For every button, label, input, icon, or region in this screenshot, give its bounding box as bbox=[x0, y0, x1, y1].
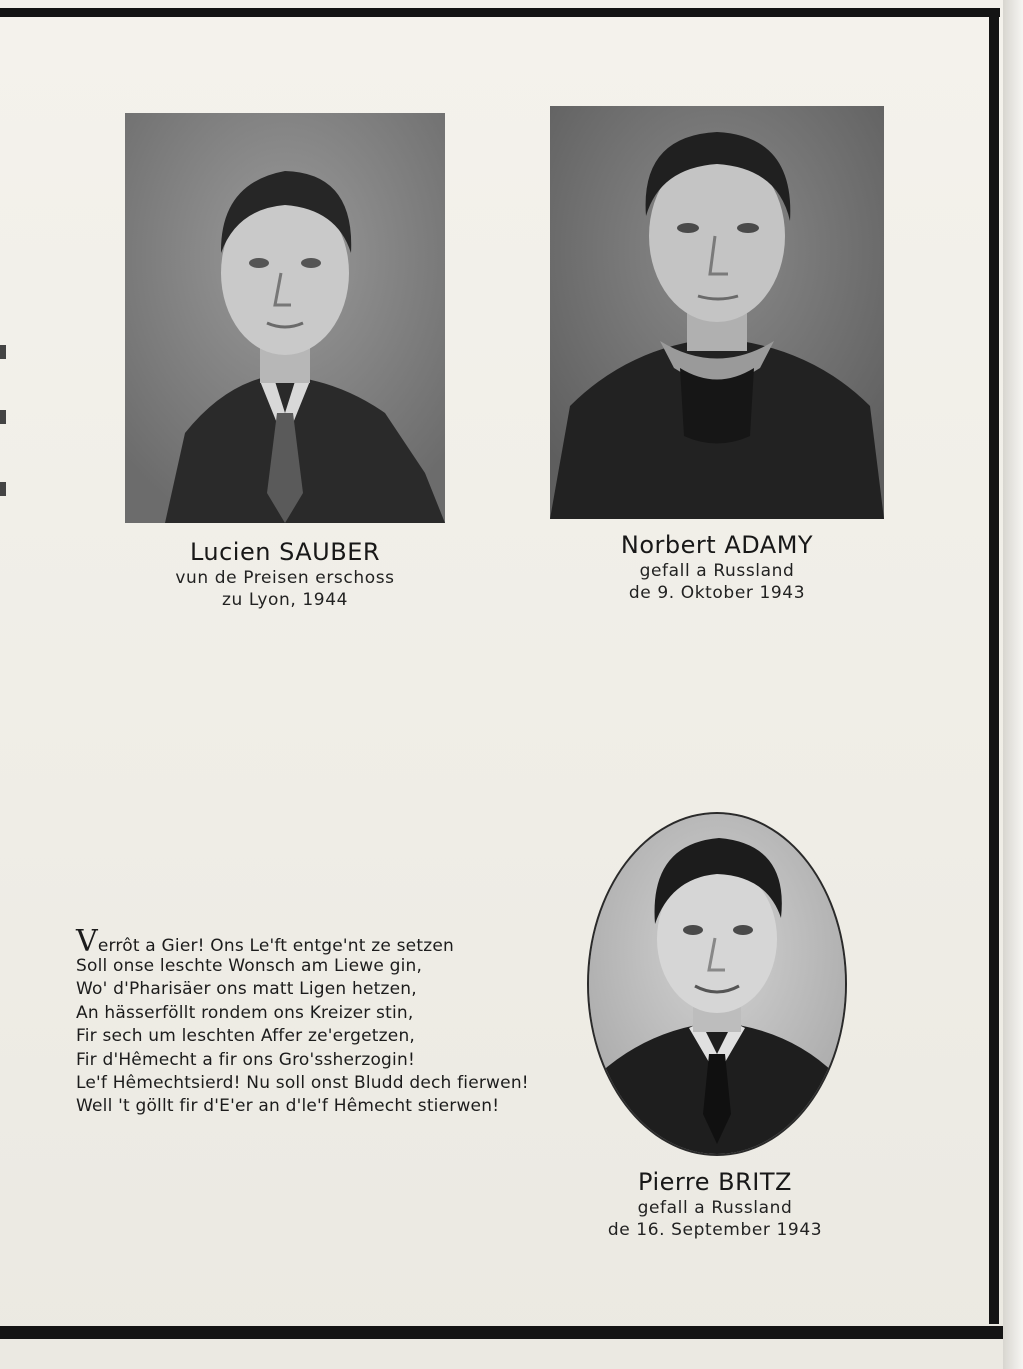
binding-mark bbox=[0, 345, 6, 359]
portrait-photo-adamy bbox=[550, 106, 884, 519]
caption-line: gefall a Russland bbox=[639, 561, 795, 581]
binding-mark bbox=[0, 482, 6, 496]
caption-line: vun de Preisen erschoss bbox=[175, 568, 395, 588]
poem-line: Well 't göllt fir d'E'er an d'le'f Hêmecht stierwen! bbox=[76, 1096, 500, 1117]
caption-line: de 16. September 1943 bbox=[607, 1220, 823, 1240]
poem-line: Soll onse leschte Wonsch am Liewe gin, bbox=[76, 956, 423, 976]
binding-mark bbox=[0, 410, 6, 424]
mourning-border-top bbox=[0, 8, 1000, 17]
portrait-photo-britz bbox=[587, 812, 847, 1156]
poem-line: Le'f Hêmechtsierd! Nu soll onst Bludd dech fierwen! bbox=[76, 1072, 529, 1093]
caption-adamy bbox=[550, 530, 884, 604]
poem-line: An hässerföllt rondem ons Kreizer stin, bbox=[76, 1002, 414, 1023]
caption-line: zu Lyon, 1944 bbox=[221, 590, 349, 610]
person-name: Pierre BRITZ bbox=[638, 1168, 792, 1196]
caption-sauber bbox=[125, 537, 445, 611]
poem-line: Fir d'Hêmecht a fir ons Gro'ssherzogin! bbox=[76, 1049, 415, 1070]
caption-britz bbox=[560, 1167, 870, 1241]
caption-line: de 9. Oktober 1943 bbox=[628, 583, 806, 603]
poem-line bbox=[76, 924, 546, 959]
poem-line-text: errôt a Gier! Ons Le'ft entge'nt ze setzen bbox=[97, 936, 454, 956]
person-name: Norbert ADAMY bbox=[620, 531, 814, 559]
mourning-border-right bbox=[989, 8, 999, 1324]
portrait-photo-sauber bbox=[125, 113, 445, 523]
caption-line: gefall a Russland bbox=[637, 1198, 793, 1218]
poem-line: Wo' d'Pharisäer ons matt Ligen hetzen, bbox=[76, 979, 417, 1000]
page-edge bbox=[1003, 0, 1023, 1369]
person-name: Lucien SAUBER bbox=[189, 538, 381, 566]
drop-cap: V bbox=[76, 924, 98, 959]
poem bbox=[76, 924, 546, 1119]
mourning-border-bottom bbox=[0, 1326, 1003, 1339]
poem-line: Fir sech um leschten Affer ze'ergetzen, bbox=[76, 1026, 416, 1047]
